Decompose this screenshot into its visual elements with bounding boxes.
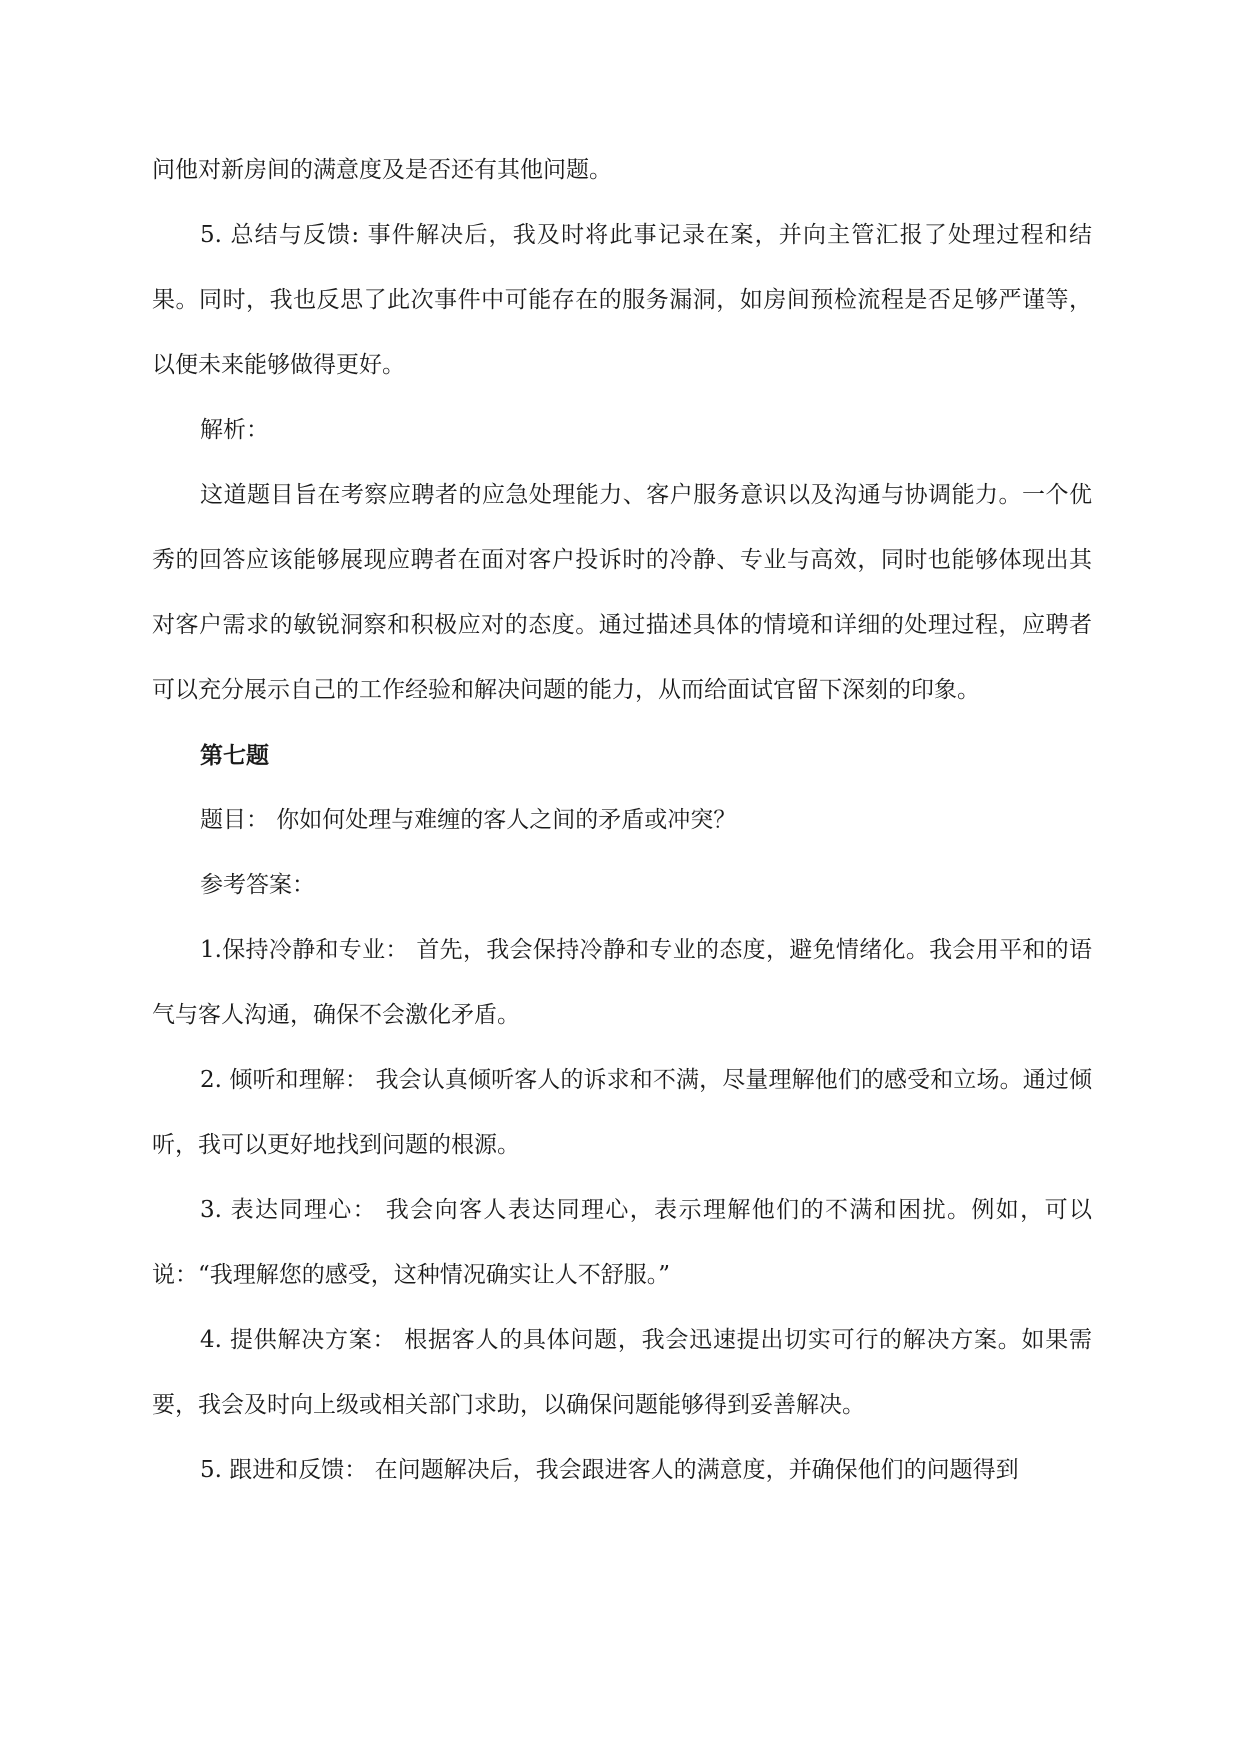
- answer-item-4: 4. 提供解决方案： 根据客人的具体问题，我会迅速提出切实可行的解决方案。如果需要，我会及时向上级或相关部门求助，以确保问题能够得到妥善解决。: [152, 1327, 1092, 1418]
- continued-paragraph: 问他对新房间的满意度及是否还有其他问题。: [152, 157, 612, 183]
- answer-item-5: 5. 跟进和反馈： 在问题解决后，我会跟进客人的满意度，并确保他们的问题得到: [200, 1457, 1019, 1483]
- answer-item-2: 2. 倾听和理解： 我会认真倾听客人的诉求和不满，尽量理解他们的感受和立场。通过倾听，我可以更好地找到问题的根源。: [152, 1067, 1092, 1158]
- analysis-text: 这道题目旨在考察应聘者的应急处理能力、客户服务意识以及沟通与协调能力。一个优秀的回答应该能够展现应聘者在面对客户投诉时的冷静、专业与高效，同时也能够体现出其对客户需求的敏锐洞察和积极应对的态度。通过描述具体的情境和详细的处理过程，应聘者可以充分展示自己的工作经验和解决问题的能力，从而给面试官留下深刻的印象。: [152, 482, 1092, 703]
- section-title: 第七题: [200, 742, 269, 769]
- answer-item-1: 1.保持冷静和专业： 首先，我会保持冷静和专业的态度，避免情绪化。我会用平和的语气与客人沟通，确保不会激化矛盾。: [152, 937, 1092, 1028]
- answer-label: 参考答案：: [200, 872, 315, 898]
- previous-step-5: 5. 总结与反馈: 事件解决后，我及时将此事记录在案，并向主管汇报了处理过程和结果。同时，我也反思了此次事件中可能存在的服务漏洞，如房间预检流程是否足够严谨等，以便未来能够做得更好。: [152, 222, 1092, 378]
- answer-item-3: 3. 表达同理心： 我会向客人表达同理心，表示理解他们的不满和困扰。例如，可以说：“我理解您的感受，这种情况确实让人不舒服。”: [152, 1197, 1092, 1288]
- analysis-label: 解析：: [200, 417, 269, 443]
- question: 题目： 你如何处理与难缠的客人之间的矛盾或冲突？: [200, 807, 737, 833]
- document-page: [152, 138, 1092, 1503]
